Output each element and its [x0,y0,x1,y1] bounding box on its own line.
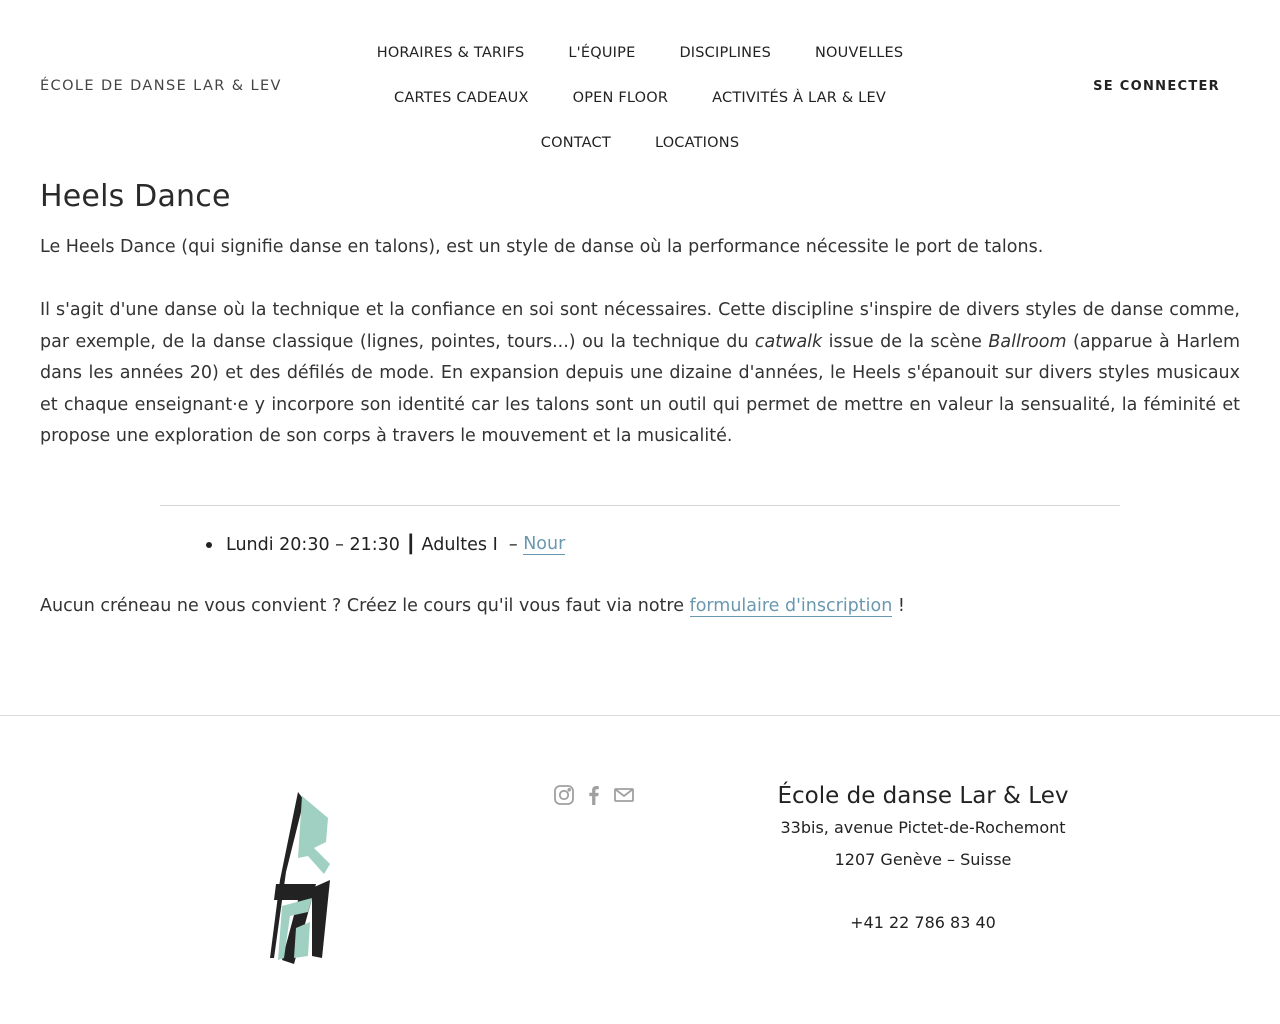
nav-row-3 [300,120,980,165]
teacher-link[interactable]: Nour [523,534,566,554]
description-ballroom: Ballroom [988,331,1067,352]
intro-paragraph: Le Heels Dance (qui signifie danse en talons), est un style de danse où la performance nécessite le port de talons. [40,237,1044,257]
cta-text: Aucun créneau ne vous convient ? Créez le cours qu'il vous faut via notre [40,596,690,616]
contact-title: École de danse Lar & Lev [777,783,1069,809]
main-navigation [300,30,980,165]
nav-item-contact[interactable]: CONTACT [540,134,611,151]
registration-cta [40,596,905,616]
login-link[interactable]: SE CONNECTER [1093,79,1220,94]
nav-row-2 [300,75,980,120]
nav-item-locations[interactable]: LOCATIONS [654,134,740,151]
content-divider [160,505,1120,506]
bullet-icon [206,542,212,548]
page-title: Heels Dance [40,179,231,214]
schedule-list [206,534,565,555]
nav-item-horaires-tarifs[interactable]: HORAIRES & TARIFS [376,44,525,61]
description-paragraph [40,295,1240,453]
registration-form-link[interactable]: formulaire d'inscription [689,596,893,616]
description-text-1: Il s'agit d'une danse où la technique et la confiance en soi sont nécessaires. Cette discipline s'inspire de divers styles de danse comme, par exemple, de la danse classique (lignes, pointes, tours...) ou la technique du [40,300,1240,352]
nav-item-nouvelles[interactable]: NOUVELLES [815,44,904,61]
nav-item-activites[interactable]: ACTIVITÉS À LAR & LEV [712,89,886,106]
schedule-item-text: Lundi 20:30 – 21:30 ┃ Adultes I – [226,534,524,555]
social-links [553,784,635,806]
nav-item-open-floor[interactable]: OPEN FLOOR [572,89,669,106]
school-logo [268,788,338,964]
address-line-1: 33bis, avenue Pictet-de-Rochemont [780,818,1066,837]
nav-item-equipe[interactable]: L'ÉQUIPE [568,44,636,61]
nav-item-disciplines[interactable]: DISCIPLINES [679,44,771,61]
contact-block [723,780,1123,939]
phone-number[interactable]: +41 22 786 83 40 [850,913,996,932]
nav-row-1 [300,30,980,75]
description-catwalk: catwalk [754,331,823,352]
cta-suffix: ! [892,596,905,616]
nav-item-cartes-cadeaux[interactable]: CARTES CADEAUX [394,89,529,106]
address-line-2: 1207 Genève – Suisse [834,850,1012,869]
mail-icon[interactable] [613,784,635,806]
schedule-item [206,534,565,555]
main-content [40,178,1241,616]
description-text-3: (apparue à Harlem dans les années 20) et des défilés de mode. En expansion depuis une dizaine d'années, le Heels s'épanouit sur divers styles musicaux et chaque enseignant·e y incorpore son identité car les talons sont un outil qui permet de mettre en valeur la sensualité, la féminité et propose une exploration de son corps à travers le mouvement et la musicalité. [40,331,1241,446]
site-title[interactable]: ÉCOLE DE DANSE LAR & LEV [40,78,282,94]
footer-divider [0,715,1280,716]
facebook-icon[interactable] [583,784,605,806]
description-text-2: issue de la scène [822,331,989,352]
instagram-icon[interactable] [553,784,575,806]
